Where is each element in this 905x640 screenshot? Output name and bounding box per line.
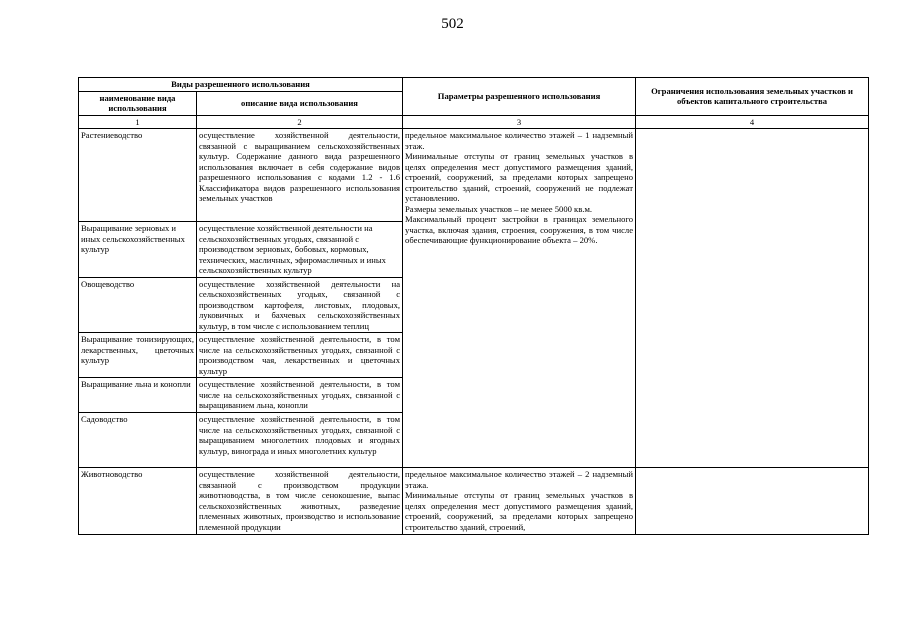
use-description: осуществление хозяйственной деятельности, в том числе на сельскохозяйственных угодьях, связанной с выращиванием льна, конопли (197, 378, 403, 413)
use-description: осуществление хозяйственной деятельности на сельскохозяйственных угодьях, связанной с производством зерновых, бобовых, кормовых, технических, масличных, эфиромасличных и иных сельскохозяйственных культур (197, 222, 403, 278)
use-description: осуществление хозяйственной деятельности на сельскохозяйственных угодьях, связанной с производством картофеля, листовых, плодовых, луковичных и бахчевых сельскохозяйственных культур, в том числе с использованием теплиц (197, 277, 403, 333)
param-text: Максимальный процент застройки в границах земельного участка, включая здания, строения, сооружения, в том числе обеспечивающие функционирование объекта – 20%. (405, 214, 634, 245)
limits-header: Ограничения использования земельных участков и объектов капитального строительства (636, 78, 869, 116)
land-use-table (78, 77, 869, 535)
use-description: осуществление хозяйственной деятельности, в том числе на сельскохозяйственных угодьях, связанной с выращиванием многолетних плодовых и ягодных культур, винограда и иных многолетних культур (197, 413, 403, 468)
use-name: Садоводство (79, 413, 197, 468)
table-row (79, 129, 869, 222)
use-description: осуществление хозяйственной деятельности, в том числе на сельскохозяйственных угодьях, связанной с производством чая, лекарственных и цветочных культур (197, 333, 403, 378)
use-name: Выращивание тонизирующих, лекарственных, цветочных культур (79, 333, 197, 378)
name-header: наименование вида использования (79, 91, 197, 115)
desc-header: описание вида использования (197, 91, 403, 115)
param-text: Минимальные отступы от границ земельных участков в целях определения мест допустимого размещения зданий, строений, сооружений, за пределами которых запрещено строительство зданий, строений, (405, 490, 634, 532)
use-name: Выращивание льна и конопли (79, 378, 197, 413)
use-description: осуществление хозяйственной деятельности, связанной с производством продукции животноводства, в том числе сенокошение, выпас сельскохозяйственных животных, разведение племенных животных, производство и использование племенной продукции (197, 468, 403, 535)
use-name: Овощеводство (79, 277, 197, 333)
table-row (79, 468, 869, 535)
param-text: Минимальные отступы от границ земельных участков в целях определения мест допустимого размещения зданий, строений, сооружений, за пределами которых запрещено строительство зданий, строений, сооружений не подлежат установлению. (405, 151, 634, 203)
column-number: 3 (403, 115, 636, 129)
use-name: Выращивание зерновых и иных сельскохозяйственных культур (79, 222, 197, 278)
param-text: предельное максимальное количество этажей – 1 надземный этаж. (405, 130, 634, 151)
param-text: Размеры земельных участков – не менее 5000 кв.м. (405, 203, 593, 214)
params-header: Параметры разрешенного использования (403, 78, 636, 116)
use-name: Растениеводство (79, 129, 197, 222)
page-number: 502 (441, 16, 464, 32)
column-number: 4 (636, 115, 869, 129)
column-numbers-row (79, 115, 869, 129)
group-header: Виды разрешенного использования (79, 78, 403, 92)
use-parameters (403, 468, 636, 535)
use-limits (636, 468, 869, 535)
column-number: 2 (197, 115, 403, 129)
param-text: предельное максимальное количество этажей – 2 надземный этажа. (405, 469, 634, 490)
use-name: Животноводство (79, 468, 197, 535)
use-limits (636, 129, 869, 468)
use-description: осуществление хозяйственной деятельности, связанной с выращиванием сельскохозяйственных культур. Содержание данного вида разрешенного использования включает в себя содержание видов разрешенного использования с кодами 1.2 - 1.6 Классификатора видов разрешенного использования земельных участков (197, 129, 403, 222)
use-parameters (403, 129, 636, 468)
column-number: 1 (79, 115, 197, 129)
